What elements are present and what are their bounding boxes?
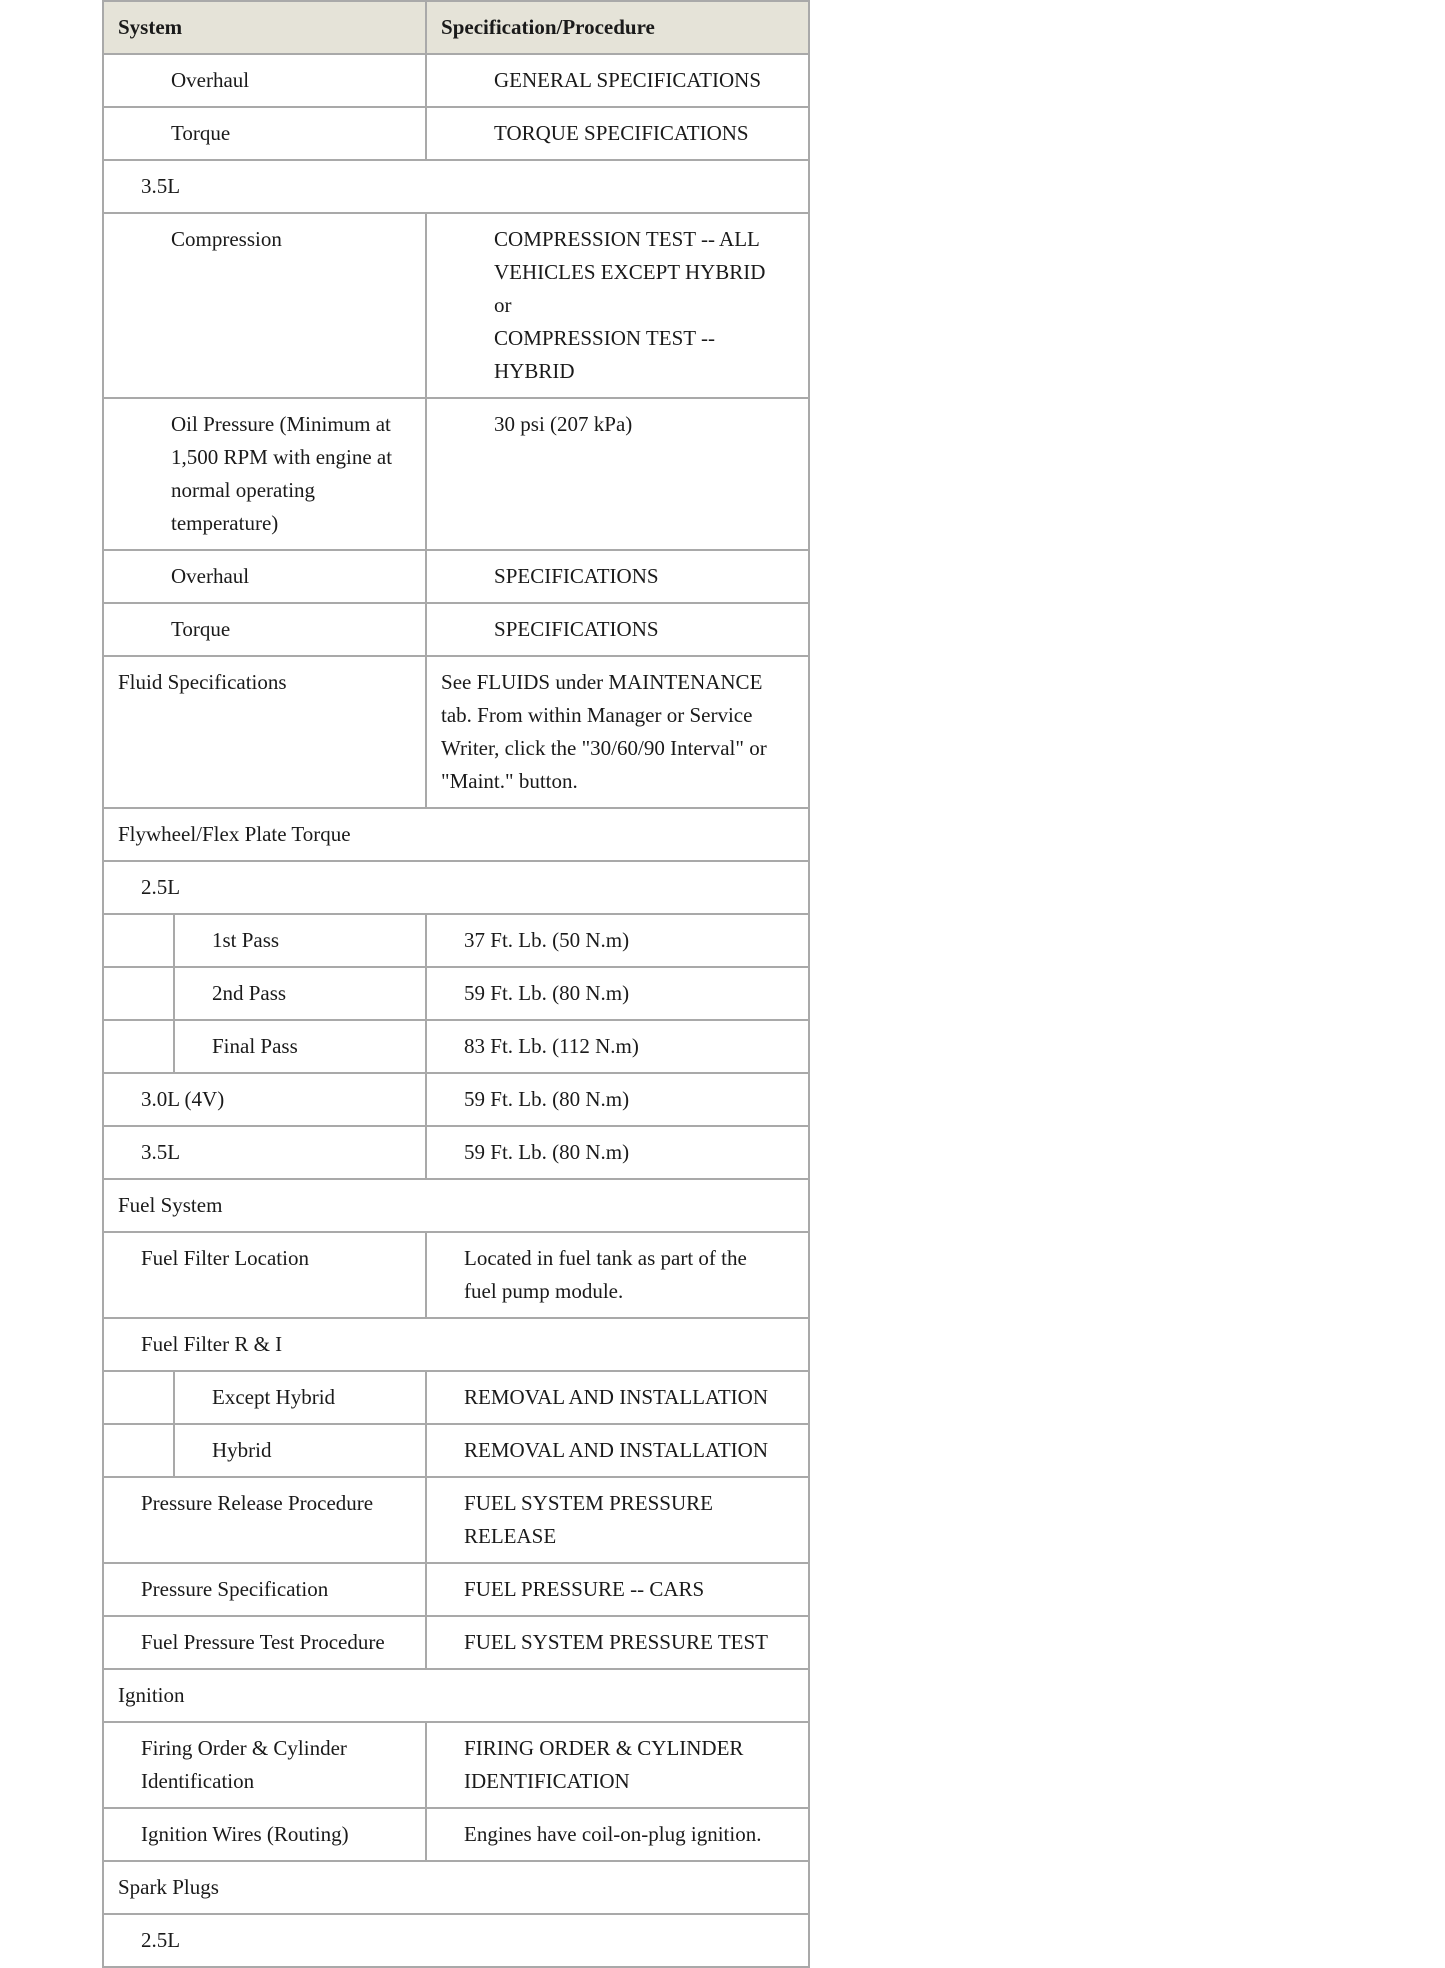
system-cell: Overhaul (103, 550, 426, 603)
spec-line: COMPRESSION TEST -- (494, 326, 715, 350)
spec-cell: 59 Ft. Lb. (80 N.m) (426, 967, 809, 1020)
indent-cell (103, 914, 174, 967)
system-cell: Ignition Wires (Routing) (103, 1808, 426, 1861)
group-cell: 2.5L (103, 1914, 809, 1967)
table-row (103, 861, 809, 914)
table-row (103, 1179, 809, 1232)
spec-cell (426, 213, 809, 398)
table-row (103, 550, 809, 603)
spec-line: Located in fuel tank as part of the (464, 1246, 747, 1270)
spec-line: tab. From within Manager or Service (441, 703, 753, 727)
table-row (103, 398, 809, 550)
table-row (103, 603, 809, 656)
system-cell (103, 1722, 426, 1808)
spec-line: FUEL SYSTEM PRESSURE (464, 1491, 713, 1515)
indent-cell (103, 1371, 174, 1424)
group-cell: Fuel Filter R & I (103, 1318, 809, 1371)
system-cell: Overhaul (103, 54, 426, 107)
spec-cell: 83 Ft. Lb. (112 N.m) (426, 1020, 809, 1073)
system-line: 1,500 RPM with engine at (171, 445, 393, 469)
system-cell: 2nd Pass (174, 967, 426, 1020)
system-cell: Final Pass (174, 1020, 426, 1073)
spec-line: COMPRESSION TEST -- ALL (494, 227, 760, 251)
table-row (103, 1914, 809, 1967)
table-row (103, 808, 809, 861)
table-row (103, 107, 809, 160)
table-row (103, 1616, 809, 1669)
system-cell: Fluid Specifications (103, 656, 426, 808)
spec-line: or (494, 293, 512, 317)
table-row (103, 1020, 809, 1073)
table-row (103, 1371, 809, 1424)
spec-cell (426, 1232, 809, 1318)
spec-line: IDENTIFICATION (464, 1769, 630, 1793)
table-row (103, 1477, 809, 1563)
spec-line: FIRING ORDER & CYLINDER (464, 1736, 744, 1760)
table-row (103, 160, 809, 213)
section-cell: Spark Plugs (103, 1861, 809, 1914)
table-row (103, 1669, 809, 1722)
system-line: Firing Order & Cylinder (141, 1736, 347, 1760)
system-line: normal operating (171, 478, 316, 502)
spec-cell: TORQUE SPECIFICATIONS (426, 107, 809, 160)
indent-cell (103, 1424, 174, 1477)
system-cell: Hybrid (174, 1424, 426, 1477)
table-row (103, 1861, 809, 1914)
spec-cell: 59 Ft. Lb. (80 N.m) (426, 1126, 809, 1179)
indent-cell (103, 1020, 174, 1073)
table-row (103, 656, 809, 808)
table-row (103, 1424, 809, 1477)
system-cell: Fuel Filter Location (103, 1232, 426, 1318)
system-cell: Torque (103, 603, 426, 656)
spec-cell: FUEL PRESSURE -- CARS (426, 1563, 809, 1616)
spec-cell: REMOVAL AND INSTALLATION (426, 1424, 809, 1477)
specifications-table (102, 0, 810, 1968)
spec-cell: SPECIFICATIONS (426, 550, 809, 603)
table-row (103, 1563, 809, 1616)
system-line: Identification (141, 1769, 255, 1793)
system-cell: Except Hybrid (174, 1371, 426, 1424)
spec-cell: 37 Ft. Lb. (50 N.m) (426, 914, 809, 967)
group-cell: 2.5L (103, 861, 809, 914)
spec-cell (426, 656, 809, 808)
spec-cell (426, 1722, 809, 1808)
system-column-header: System (103, 1, 426, 54)
spec-line: HYBRID (494, 359, 575, 383)
system-cell: Pressure Release Procedure (103, 1477, 426, 1563)
system-cell: Fuel Pressure Test Procedure (103, 1616, 426, 1669)
spec-line: Writer, click the "30/60/90 Interval" or (441, 736, 767, 760)
system-cell: Torque (103, 107, 426, 160)
group-cell: 3.5L (103, 160, 809, 213)
spec-cell: FUEL SYSTEM PRESSURE TEST (426, 1616, 809, 1669)
table-row (103, 914, 809, 967)
spec-cell: REMOVAL AND INSTALLATION (426, 1371, 809, 1424)
table-header-row (103, 1, 809, 54)
spec-cell (426, 1477, 809, 1563)
section-cell: Fuel System (103, 1179, 809, 1232)
system-cell: Pressure Specification (103, 1563, 426, 1616)
spec-line: RELEASE (464, 1524, 557, 1548)
spec-line: VEHICLES EXCEPT HYBRID (494, 260, 766, 284)
spec-cell: 59 Ft. Lb. (80 N.m) (426, 1073, 809, 1126)
system-line: temperature) (171, 511, 279, 535)
spec-line: "Maint." button. (441, 769, 578, 793)
system-cell (103, 398, 426, 550)
spec-cell: GENERAL SPECIFICATIONS (426, 54, 809, 107)
indent-cell (103, 967, 174, 1020)
spec-cell: Engines have coil-on-plug ignition. (426, 1808, 809, 1861)
section-cell: Flywheel/Flex Plate Torque (103, 808, 809, 861)
system-line: Oil Pressure (Minimum at (171, 412, 391, 436)
table-row (103, 1808, 809, 1861)
table-row (103, 1126, 809, 1179)
table-row (103, 1073, 809, 1126)
system-cell: 3.0L (4V) (103, 1073, 426, 1126)
spec-line: fuel pump module. (464, 1279, 624, 1303)
spec-line: See FLUIDS under MAINTENANCE (441, 670, 763, 694)
spec-cell: SPECIFICATIONS (426, 603, 809, 656)
table-row (103, 54, 809, 107)
spec-column-header: Specification/Procedure (426, 1, 809, 54)
system-cell: 3.5L (103, 1126, 426, 1179)
system-cell: 1st Pass (174, 914, 426, 967)
table-row (103, 213, 809, 398)
table-row (103, 1232, 809, 1318)
table-row (103, 1318, 809, 1371)
table-row (103, 1722, 809, 1808)
spec-cell: 30 psi (207 kPa) (426, 398, 809, 550)
table-row (103, 967, 809, 1020)
system-cell: Compression (103, 213, 426, 398)
section-cell: Ignition (103, 1669, 809, 1722)
